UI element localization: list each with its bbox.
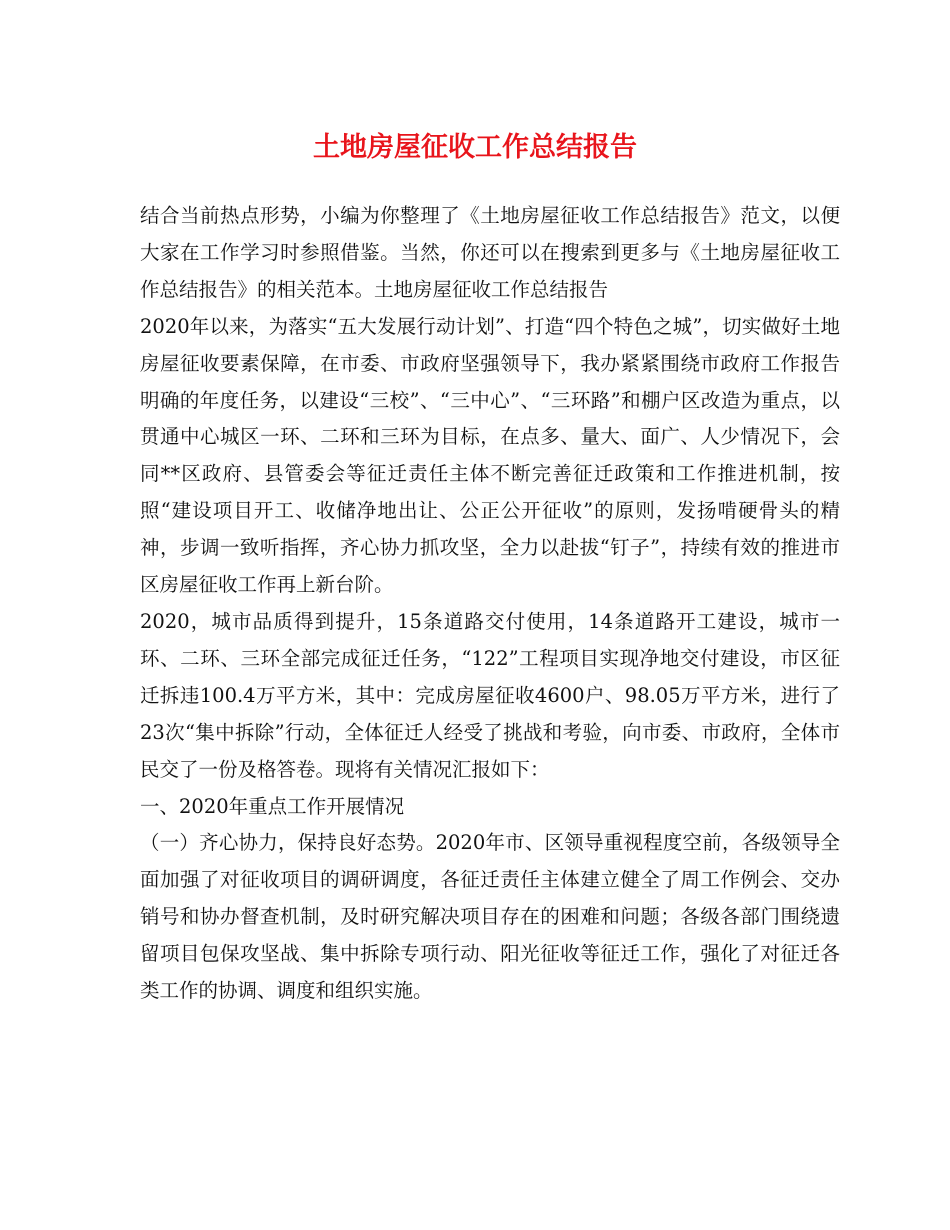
paragraph-overview: 2020年以来，为落实“五大发展行动计划”、打造“四个特色之城”，切实做好土地房屋征收要素保障，在市委、市政府坚强领导下，我办紧紧围绕市政府工作报告明确的年度任务，以建设“三校”、“三中心”、“三环路”和棚户区改造为重点，以贯通中心城区一环、二环和三环为目标，在点多、量大、面广、人少情况下，会同**区政府、县管委会等征迁责任主体不断完善征迁政策和工作推进机制，按照“建设项目开工、收储净地出让、公正公开征收”的原则，发扬啃硬骨头的精神，步调一致听指挥，齐心协力抓攻坚，全力以赴拔“钉子”，持续有效的推进市区房屋征收工作再上新台阶。 xyxy=(140,314,840,597)
document-body xyxy=(140,198,840,1010)
section-heading: 一、2020年重点工作开展情况 xyxy=(140,794,405,818)
document-title: 土地房屋征收工作总结报告 xyxy=(313,132,637,163)
paragraph-section-one: （一）齐心协力，保持良好态势。2020年市、区领导重视程度空前，各级领导全面加强了对征收项目的调研调度，各征迁责任主体建立健全了周工作例会、交办销号和协办督查机制，及时研究解决项目存在的困难和问题；各级各部门围绕遗留项目包保攻坚战、集中拆除专项行动、阳光征收等征迁工作，强化了对征迁各类工作的协调、调度和组织实施。 xyxy=(140,831,840,1003)
paragraph-intro: 结合当前热点形势，小编为你整理了《土地房屋征收工作总结报告》范文，以便大家在工作学习时参照借鉴。当然，你还可以在搜索到更多与《土地房屋征收工作总结报告》的相关范本。土地房屋征收工作总结报告 xyxy=(140,204,840,301)
paragraph-achievements: 2020，城市品质得到提升，15条道路交付使用，14条道路开工建设，城市一环、二环、三环全部完成征迁任务，“122”工程项目实现净地交付建设，市区征迁拆违100.4万平方米，其中：完成房屋征收4600户、98.05万平方米，进行了23次“集中拆除”行动，全体征迁人经受了挑战和考验，向市委、市政府，全体市民交了一份及格答卷。现将有关情况汇报如下： xyxy=(140,609,840,781)
